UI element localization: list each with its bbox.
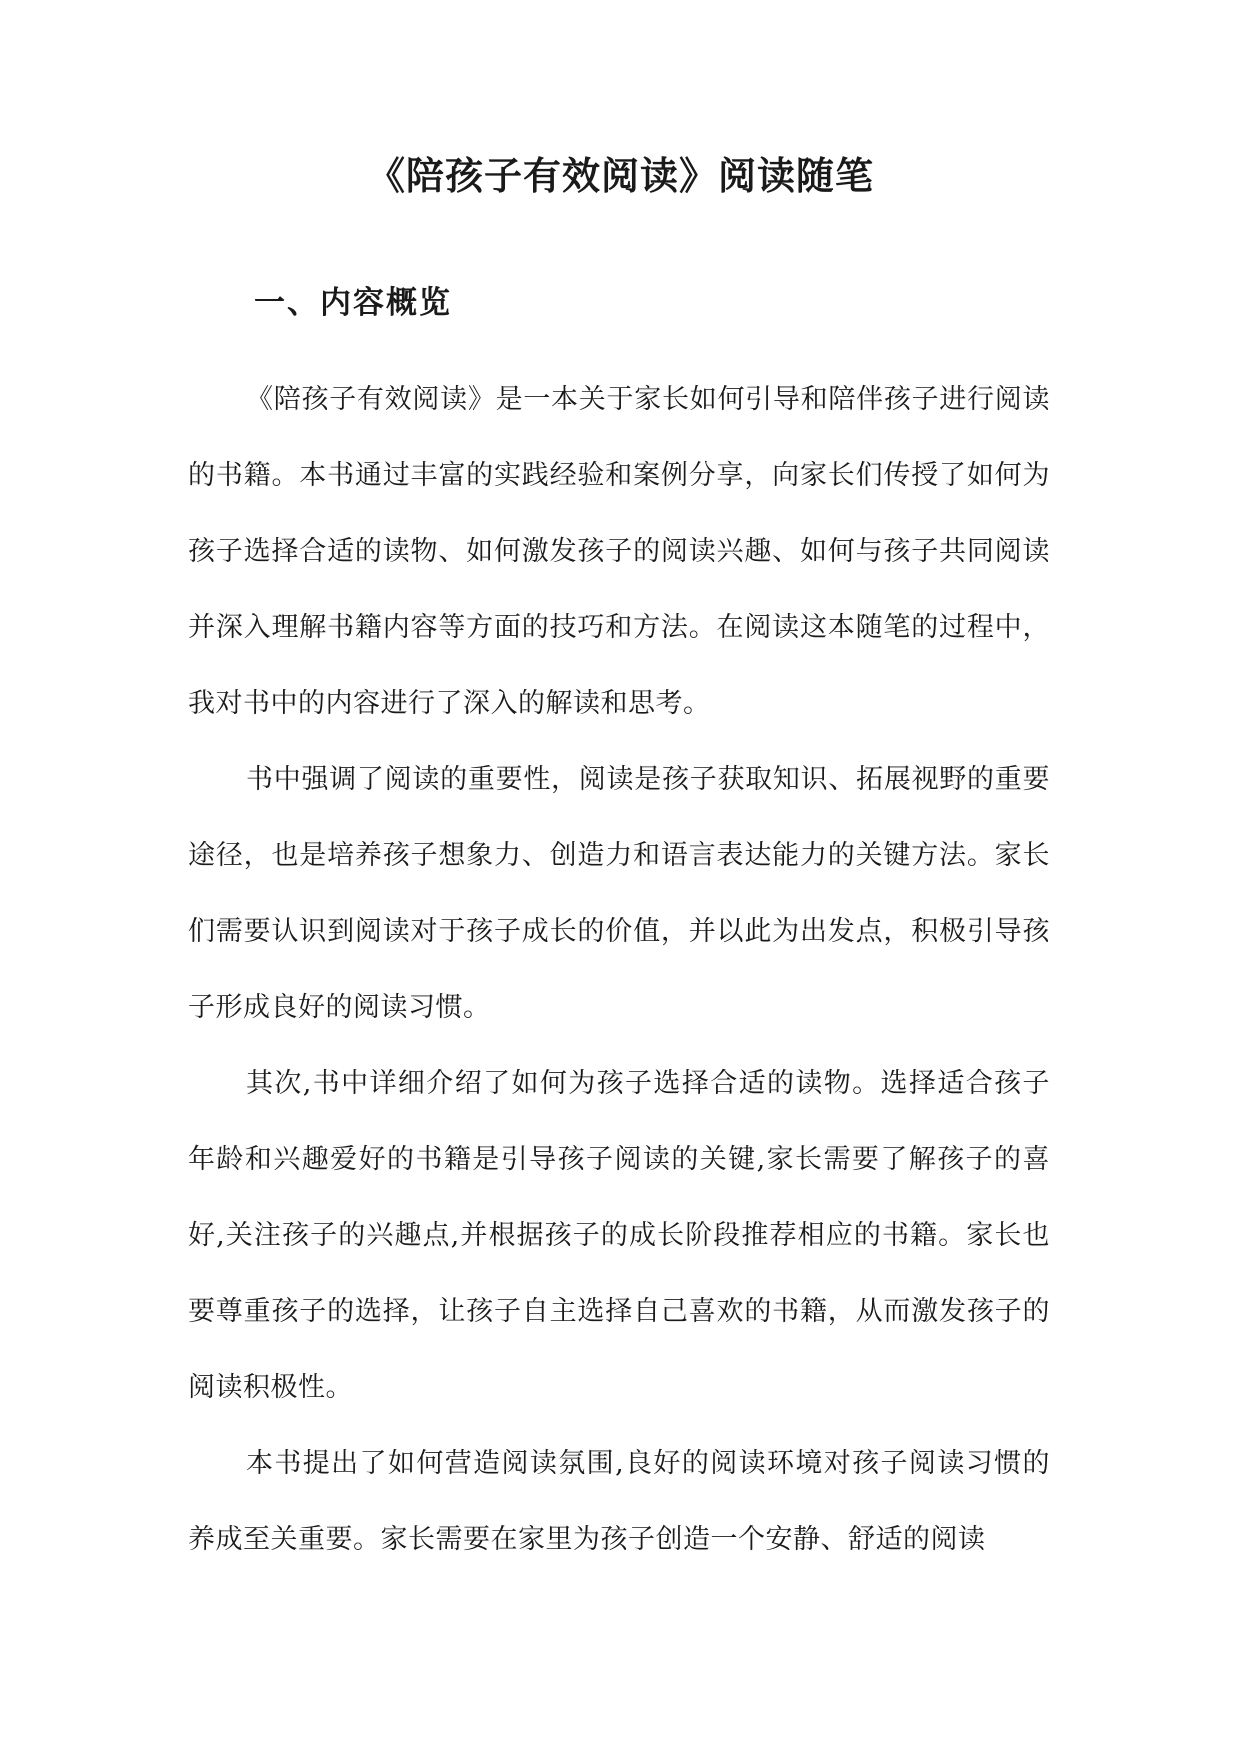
page-title: 《陪孩子有效阅读》阅读随笔 bbox=[366, 154, 874, 198]
section-heading: 一、内容概览 bbox=[254, 285, 452, 321]
paragraph-2: 书中强调了阅读的重要性，阅读是孩子获取知识、拓展视野的重要途径，也是培养孩子想象力、创造力和语言表达能力的关键方法。家长们需要认识到阅读对于孩子成长的价值，并以此为出发点，积极引导孩子形成良好的阅读习惯。 bbox=[188, 764, 1050, 1023]
body-text bbox=[188, 362, 1050, 1578]
paragraph-4: 本书提出了如何营造阅读氛围,良好的阅读环境对孩子阅读习惯的养成至关重要。家长需要在家里为孩子创造一个安静、舒适的阅读 bbox=[188, 1448, 1050, 1555]
paragraph-1: 《陪孩子有效阅读》是一本关于家长如何引导和陪伴孩子进行阅读的书籍。本书通过丰富的实践经验和案例分享，向家长们传授了如何为孩子选择合适的读物、如何激发孩子的阅读兴趣、如何与孩子共同阅读并深入理解书籍内容等方面的技巧和方法。在阅读这本随笔的过程中，我对书中的内容进行了深入的解读和思考。 bbox=[188, 384, 1050, 719]
paragraph-3: 其次,书中详细介绍了如何为孩子选择合适的读物。选择适合孩子年龄和兴趣爱好的书籍是引导孩子阅读的关键,家长需要了解孩子的喜好,关注孩子的兴趣点,并根据孩子的成长阶段推荐相应的书籍。家长也要尊重孩子的选择，让孩子自主选择自己喜欢的书籍，从而激发孩子的阅读积极性。 bbox=[188, 1068, 1050, 1403]
